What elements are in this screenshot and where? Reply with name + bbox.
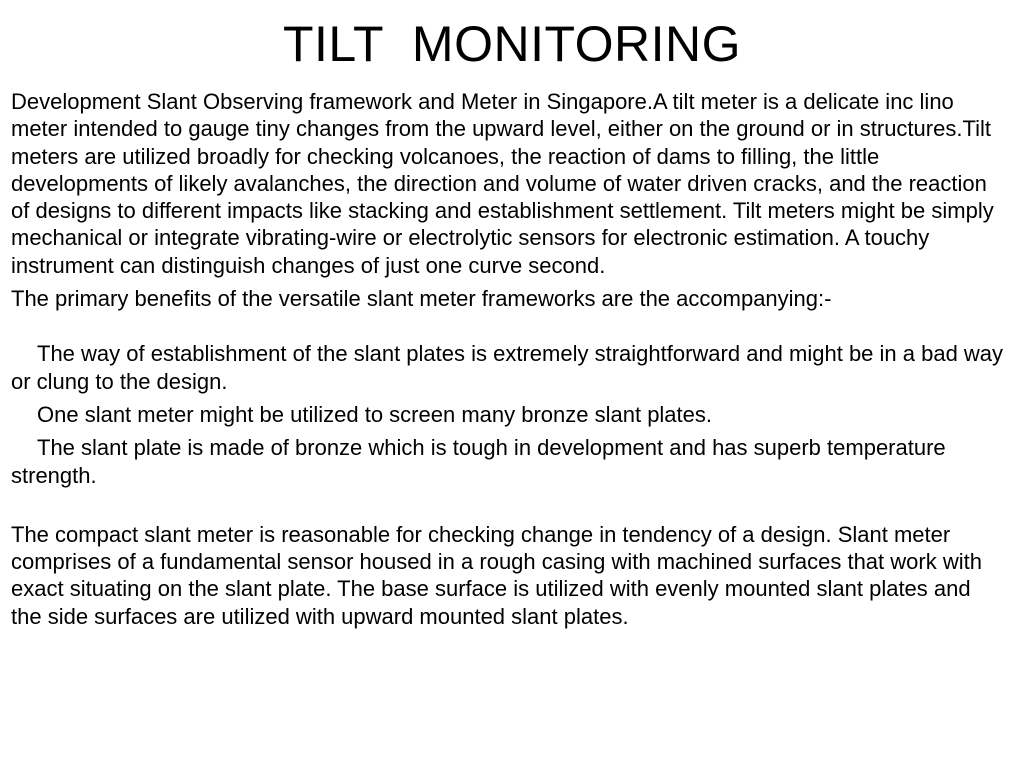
slide-body (11, 88, 1007, 630)
benefit-item (11, 434, 1007, 489)
spacer (11, 495, 1007, 521)
benefit-item-text: The slant plate is made of bronze which is tough in development and has superb temperature strength. (11, 435, 946, 488)
intro-paragraph: Development Slant Observing framework and Meter in Singapore.A tilt meter is a delicate inc lino meter intended to gauge tiny changes from the upward level, either on the ground or in structures.Tilt meters are utilized broadly for checking volcanoes, the reaction of dams to filling, the little developments of likely avalanches, the direction and volume of water driven cracks, and the reaction of designs to different impacts like stacking and establishment settlement. Tilt meters might be simply mechanical or integrate vibrating-wire or electrolytic sensors for electronic estimation. A touchy instrument can distinguish changes of just one curve second. (11, 89, 994, 278)
benefit-item-text: The way of establishment of the slant plates is extremely straightforward and might be in a bad way or clung to the design. (11, 341, 1004, 394)
benefit-item (11, 401, 1007, 428)
slide-title: TILT MONITORING (282, 16, 742, 72)
benefits-intro-paragraph: The primary benefits of the versatile slant meter frameworks are the accompanying:- (11, 286, 832, 312)
compact-meter-paragraph: The compact slant meter is reasonable for checking change in tendency of a design. Slant meter comprises of a fundamental sensor housed in a rough casing with machined surfaces that work with exact situating on the slant plate. The base surface is utilized with evenly mounted slant plates and the side surfaces are utilized with upward mounted slant plates. (11, 521, 982, 629)
benefit-item (11, 340, 1007, 395)
spacer (11, 326, 1007, 340)
benefit-item-text: One slant meter might be utilized to screen many bronze slant plates. (37, 401, 713, 427)
